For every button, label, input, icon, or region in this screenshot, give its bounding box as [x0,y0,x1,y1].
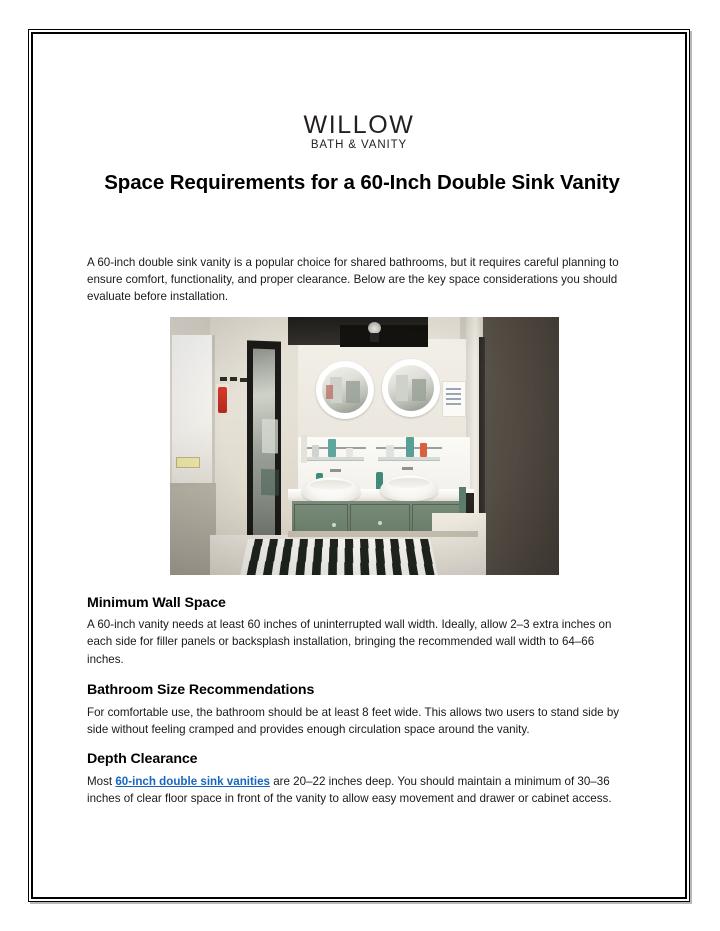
slide-frame [28,29,690,902]
photo-vignette [170,317,559,575]
slide-content [33,34,685,897]
depth-text-before-link: Most [87,775,116,788]
vanities-link[interactable]: 60-inch double sink vanities [115,775,270,788]
slide-frame-inner [31,32,687,899]
logo-tagline: BATH & VANITY [310,139,408,152]
bathroom-vanity-photo [170,317,559,575]
section-heading-depth-clearance: Depth Clearance [87,751,198,767]
page-title: Space Requirements for a 60-Inch Double Sink Vanity [104,171,620,194]
photo-illustration [170,317,559,575]
intro-paragraph: A 60-inch double sink vanity is a popular choice for shared bathrooms, but it requires careful planning to ensure comfort, functionality, and proper clearance. Below are the key space considerations you should evaluate before installation. [87,256,619,304]
logo-wordmark: WILLOW [303,111,415,139]
section-body-minimum-wall-space: A 60-inch vanity needs at least 60 inches of uninterrupted wall width. Ideally, allow 2–3 extra inches on each side for filler panels or backsplash installation, bringing the recommended wall width to 64–66 inches. [87,618,612,666]
section-body-bathroom-size: For comfortable use, the bathroom should be at least 8 feet wide. This allows two users to stand side by side without feeling cramped and provides enough circulation space around the vanity. [87,706,620,737]
section-heading-minimum-wall-space: Minimum Wall Space [87,595,226,611]
section-body-depth-clearance [87,773,620,808]
section-heading-bathroom-size: Bathroom Size Recommendations [87,682,315,698]
brand-logo [33,112,685,152]
depth-text-after-link: are 20–22 inches deep. You should maintain a minimum of 30–36 inches of clear floor space in front of the vanity to allow easy movement and drawer or cabinet access. [87,775,612,806]
